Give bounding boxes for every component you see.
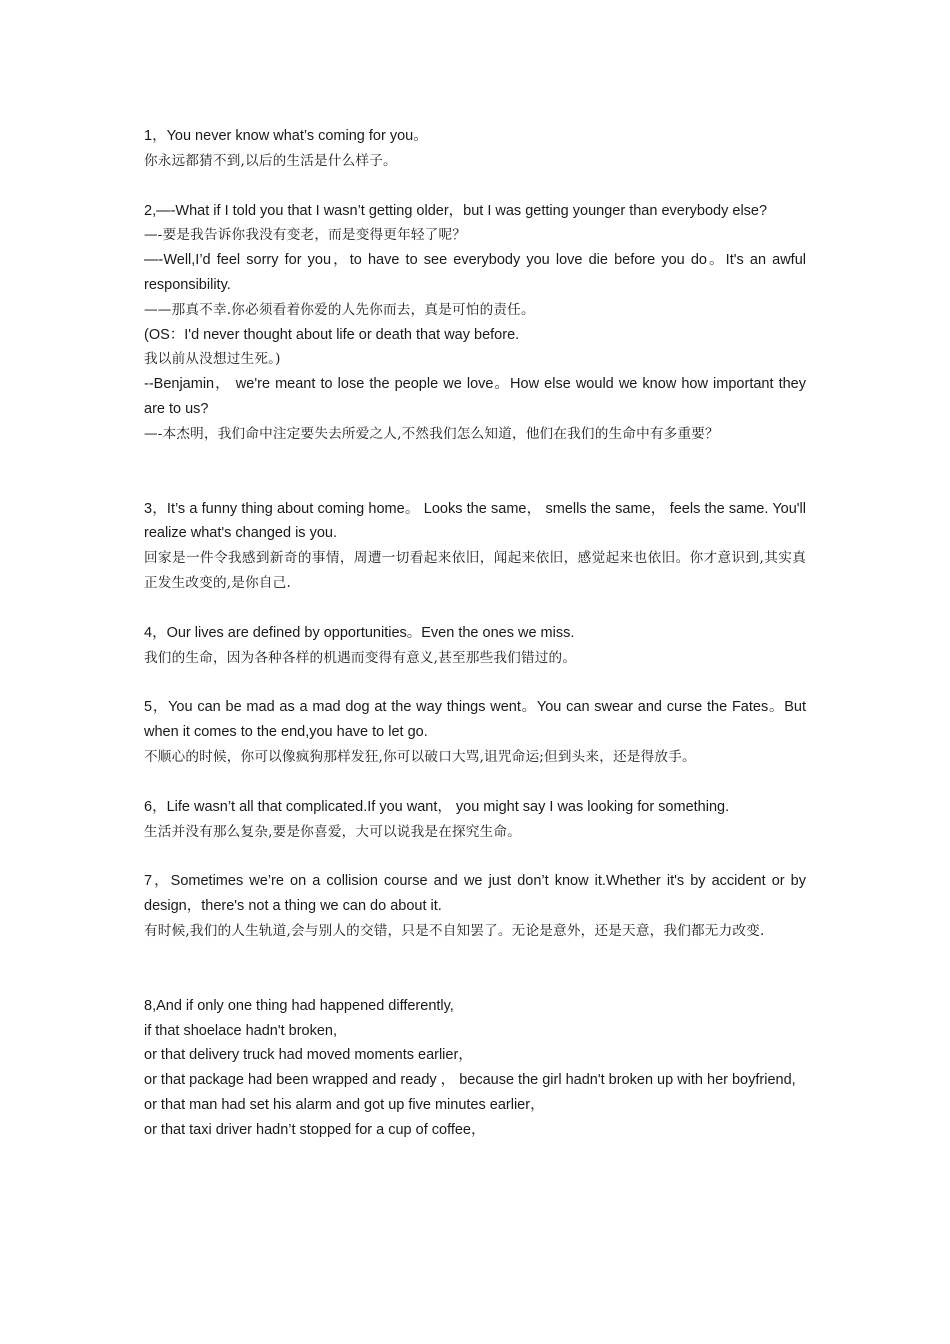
quote-8-line-4: or that package had been wrapped and ready ， because the girl hadn't broken up with her boyfriend, [144,1072,796,1089]
quote-8-line-6: or that taxi driver hadn’t stopped for a cup of coffee， [144,1121,486,1138]
quote-2-line-3: —-Well,I’d feel sorry for you，to have to see everybody you love die before you do。It's an awful responsibility. [144,252,806,293]
quote-6 [144,795,806,845]
quote-6-chinese: 生活并没有那么复杂,要是你喜爱，大可以说我是在探究生命。 [144,823,521,840]
quote-3-english: 3，It’s a funny thing about coming home。 Looks the same， smells the same， feels the same. You'll realize what's changed is you. [144,500,806,542]
quote-7 [144,869,806,943]
quote-8-line-3: or that delivery truck had moved moments earlier， [144,1047,473,1064]
quote-8-line-1: 8,And if only one thing had happened differently, [144,997,454,1014]
quote-4 [144,621,806,671]
quote-4-chinese: 我们的生命，因为各种各样的机遇而变得有意义,甚至那些我们错过的。 [144,649,577,666]
quote-1-chinese: 你永远都猜不到,以后的生活是什么样子。 [144,152,397,169]
quote-7-chinese: 有时候,我们的人生轨道,会与别人的交错，只是不自知罢了。无论是意外，还是天意，我们都无力改变. [144,922,765,939]
quote-3 [144,497,806,596]
quote-7-english: 7，Sometimes we’re on a collision course and we just don’t know it.Whether it's by accident or by design，there's not a thing we can do about it. [144,873,806,915]
quote-2-line-6: 我以前从没想过生死。) [144,351,281,368]
quote-5-chinese: 不顺心的时候，你可以像疯狗那样发狂,你可以破口大骂,诅咒命运;但到头来，还是得放手。 [144,748,696,765]
quote-2-line-1: 2,—-What if I told you that I wasn’t getting older，but I was getting younger than everybody else? [144,202,768,219]
quote-2-line-8: —-本杰明，我们命中注定要失去所爱之人,不然我们怎么知道，他们在我们的生命中有多重要？ [144,425,719,442]
quote-1 [144,124,806,174]
quote-2 [144,199,806,447]
quote-2-line-5: (OS：I'd never thought about life or death that way before. [144,326,520,343]
quote-6-english: 6，Life wasn’t all that complicated.If you want， you might say I was looking for something. [144,798,730,815]
quote-8 [144,994,806,1143]
quote-2-line-4: ——那真不幸.你必须看着你爱的人先你而去，真是可怕的责任。 [144,301,535,318]
quote-5 [144,695,806,769]
quote-8-line-5: or that man had set his alarm and got up five minutes earlier， [144,1096,545,1113]
document-page [144,124,806,1143]
quote-8-line-2: if that shoelace hadn't broken, [144,1022,338,1039]
quote-2-line-2: —-要是我告诉你我没有变老，而是变得更年轻了呢？ [144,227,467,244]
quote-5-english: 5，You can be mad as a mad dog at the way things went。You can swear and curse the Fates。But when it comes to the end,you have to let go. [144,699,806,741]
quote-2-line-7: --Benjamin， we're meant to lose the people we love。How else would we know how important they are to us? [144,376,806,417]
quote-1-english: 1，You never know what’s coming for you。 [144,128,428,144]
quote-4-english: 4，Our lives are defined by opportunities。Even the ones we miss. [144,624,575,641]
quote-3-chinese: 回家是一件令我感到新奇的事情，周遭一切看起来依旧，闻起来依旧，感觉起来也依旧。你才意识到,其实真正发生改变的,是你自己. [144,550,806,591]
